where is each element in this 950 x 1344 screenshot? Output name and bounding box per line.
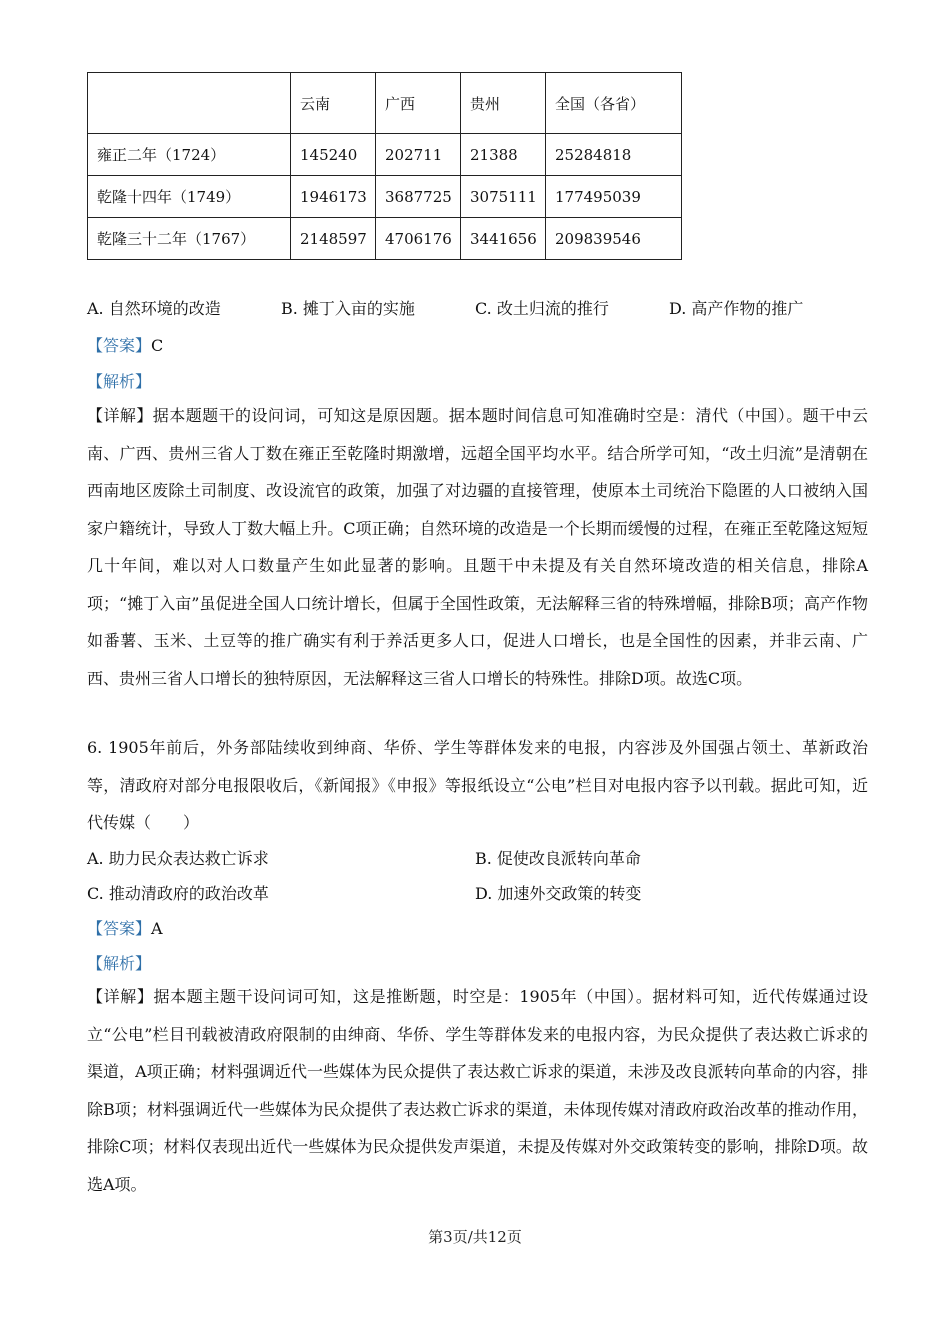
analysis-tag: 【解析】 [87,372,152,391]
q6-option-b: B. 促使改良派转向革命 [475,849,641,868]
answer-value: A [151,919,163,938]
table-header-cell: 云南 [291,73,376,134]
detail-text: 据本题题干的设问词，可知这是原因题。据本题时间信息可知准确时空是：清代（中国）。题干中云南、广西、贵州三省人丁数在雍正至乾隆时期激增，远超全国平均水平。结合所学可知，“改土归流”是清朝在西南地区废除土司制度、改设流官的政策，加强了对边疆的直接管理，使原本土司统治下隐匿的人口被纳入国家户籍统计，导致人丁数大幅上升。C项正确；自然环境的改造是一个长期而缓慢的过程，在雍正至乾隆这短短几十年间，难以对人口数量产生如此显著的影响。且题干中未提及有关自然环境改造的相关信息，排除A项；“摊丁入亩”虽促进全国人口统计增长，但属于全国性政策，无法解释三省的特殊增幅，排除B项；高产作物如番薯、玉米、土豆等的推广确实有利于养活更多人口，促进人口增长，也是全国性的因素，并非云南、广西、贵州三省人口增长的独特原因，无法解释这三省人口增长的特殊性。排除D项。故选C项。 [87,406,868,688]
q5-option-d: D. 高产作物的推广 [669,299,804,318]
table-header-cell: 全国（各省） [546,73,682,134]
table-cell: 177495039 [546,176,682,218]
q6-detail [87,978,868,1203]
table-cell: 21388 [461,134,546,176]
detail-text: 据本题主题干设问词可知，这是推断题，时空是：1905年（中国）。据材料可知，近代传媒通过设立“公电”栏目刊载被清政府限制的由绅商、华侨、学生等群体发来的电报内容，为民众提供了表达救亡诉求的渠道，A项正确；材料强调近代一些媒体为民众提供了表达救亡诉求的渠道，未涉及改良派转向革命的内容，排除B项；材料强调近代一些媒体为民众提供了表达救亡诉求的渠道，未体现传媒对清政府政治改革的推动作用，排除C项；材料仅表现出近代一些媒体为民众提供发声渠道，未提及传媒对外交政策转变的影响，排除D项。故选A项。 [87,987,868,1194]
table-header-cell: 广西 [376,73,461,134]
q5-option-a: A. 自然环境的改造 [87,299,221,318]
table-header-row [88,73,682,134]
answer-value: C [151,336,164,355]
table-cell: 145240 [291,134,376,176]
q6-option-d: D. 加速外交政策的转变 [475,884,642,903]
table-cell-year: 乾隆十四年（1749） [88,176,291,218]
table-cell: 25284818 [546,134,682,176]
q6-answer [87,916,163,939]
table-cell-year: 乾隆三十二年（1767） [88,218,291,260]
table-cell: 1946173 [291,176,376,218]
table-cell: 3687725 [376,176,461,218]
answer-tag: 【答案】 [87,919,152,938]
q5-detail [87,397,868,697]
q5-options [87,296,877,322]
table-cell: 209839546 [546,218,682,260]
q6-option-a: A. 助力民众表达救亡诉求 [87,849,269,868]
detail-tag: 【详解】 [87,406,153,425]
table-row [88,134,682,176]
q6-stem: 6. 1905年前后，外务部陆续收到绅商、华侨、学生等群体发来的电报，内容涉及外国强占领土、革新政治等，清政府对部分电报限收后，《新闻报》《申报》等报纸设立“公电”栏目对电报内容予以刊载。据此可知，近代传媒（ ） [87,738,868,832]
q6-analysis-heading [87,951,151,974]
table-cell-year: 雍正二年（1724） [88,134,291,176]
detail-tag: 【详解】 [87,987,154,1006]
table-cell: 3075111 [461,176,546,218]
q5-analysis-heading [87,369,151,392]
page-footer: 第3页/共12页 [428,1228,522,1246]
table-row [88,176,682,218]
q5-option-c: C. 改土归流的推行 [475,299,609,318]
table-row [88,218,682,260]
analysis-tag: 【解析】 [87,954,152,973]
population-table [87,72,682,260]
table-cell: 4706176 [376,218,461,260]
q6-option-c: C. 推动清政府的政治改革 [87,884,269,903]
table-cell: 3441656 [461,218,546,260]
table-cell: 202711 [376,134,461,176]
answer-tag: 【答案】 [87,336,152,355]
table-header-cell [88,73,291,134]
table-cell: 2148597 [291,218,376,260]
table-header-cell: 贵州 [461,73,546,134]
q5-answer [87,333,163,356]
q5-option-b: B. 摊丁入亩的实施 [281,299,415,318]
